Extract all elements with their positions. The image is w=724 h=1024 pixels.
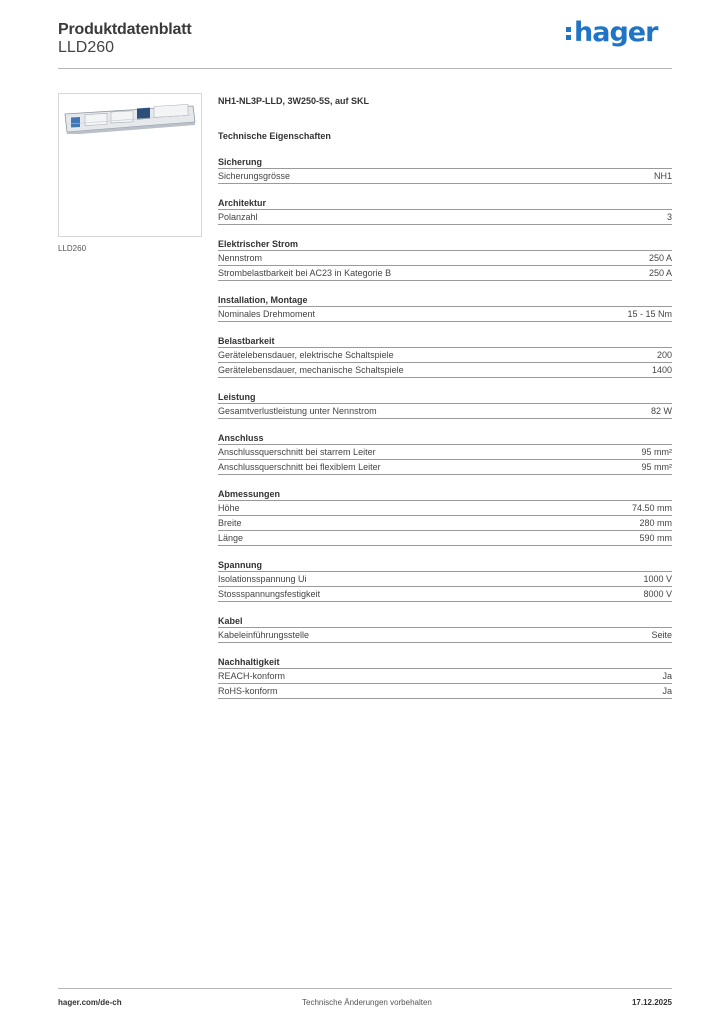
- spec-section: [218, 432, 672, 475]
- spec-label: Gerätelebensdauer, mechanische Schaltspiele: [218, 365, 404, 375]
- footer-date: 17.12.2025: [631, 998, 672, 1007]
- spec-section: [218, 335, 672, 378]
- section-title: Kabel: [218, 615, 672, 628]
- footer-divider: [58, 988, 672, 989]
- hager-logo: [566, 18, 657, 48]
- spec-label: Höhe: [218, 503, 240, 513]
- tech-heading: Technische Eigenschaften: [218, 131, 331, 141]
- spec-row: [218, 501, 672, 516]
- spec-table: [218, 96, 672, 699]
- spec-value: 1400: [651, 365, 672, 375]
- section-title: Architektur: [218, 197, 672, 210]
- spec-label: Strombelastbarkeit bei AC23 in Kategorie B: [218, 268, 392, 278]
- spec-row: [218, 669, 672, 684]
- spec-value: 8000 V: [643, 589, 672, 599]
- spec-row: [218, 445, 672, 460]
- section-title: Installation, Montage: [218, 294, 672, 307]
- spec-value: NH1: [653, 171, 672, 181]
- spec-row: [218, 531, 672, 546]
- image-caption: LLD260: [58, 244, 87, 253]
- product-code: LLD260: [58, 39, 115, 56]
- spec-label: Anschlussquerschnitt bei flexiblem Leiter: [218, 462, 381, 472]
- spec-value: 74.50 mm: [631, 503, 672, 513]
- spec-section: [218, 238, 672, 281]
- spec-value: 590 mm: [639, 533, 672, 543]
- spec-row: [218, 251, 672, 266]
- spec-label: Isolationsspannung Ui: [218, 574, 307, 584]
- spec-row: [218, 307, 672, 322]
- spec-section: [218, 559, 672, 602]
- product-name: NH1-NL3P-LLD, 3W250-5S, auf SKL: [218, 96, 370, 106]
- header-divider: [58, 68, 672, 69]
- spec-label: Sicherungsgrösse: [218, 171, 291, 181]
- logo-colon-icon: [566, 21, 572, 43]
- section-title: Anschluss: [218, 432, 672, 445]
- spec-label: Nennstrom: [218, 253, 263, 263]
- spec-section: [218, 294, 672, 322]
- spec-value: Ja: [662, 671, 672, 681]
- spec-row: [218, 363, 672, 378]
- section-title: Sicherung: [218, 156, 672, 169]
- footer-notice: Technische Änderungen vorbehalten: [302, 998, 432, 1007]
- spec-section: [218, 197, 672, 225]
- spec-row: [218, 572, 672, 587]
- spec-section: [218, 615, 672, 643]
- spec-value: Seite: [651, 630, 672, 640]
- spec-label: REACH-konform: [218, 671, 286, 681]
- product-image: [58, 93, 202, 237]
- spec-value: 95 mm²: [641, 462, 672, 472]
- spec-value: 3: [666, 212, 672, 222]
- spec-value: 280 mm: [639, 518, 672, 528]
- spec-row: [218, 348, 672, 363]
- section-title: Belastbarkeit: [218, 335, 672, 348]
- spec-row: [218, 460, 672, 475]
- section-title: Leistung: [218, 391, 672, 404]
- spec-row: [218, 516, 672, 531]
- spec-value: 1000 V: [643, 574, 672, 584]
- spec-label: Breite: [218, 518, 242, 528]
- spec-section: [218, 656, 672, 699]
- spec-label: Nominales Drehmoment: [218, 309, 316, 319]
- spec-value: 15 - 15 Nm: [627, 309, 672, 319]
- spec-row: [218, 684, 672, 699]
- spec-section: [218, 391, 672, 419]
- spec-label: Kabeleinführungsstelle: [218, 630, 310, 640]
- spec-label: Polanzahl: [218, 212, 258, 222]
- spec-sections: [218, 156, 672, 699]
- spec-value: Ja: [662, 686, 672, 696]
- spec-row: [218, 266, 672, 281]
- spec-label: RoHS-konform: [218, 686, 278, 696]
- spec-label: Stossspannungsfestigkeit: [218, 589, 321, 599]
- spec-section: [218, 488, 672, 546]
- distribution-strip-icon: [63, 104, 197, 134]
- section-title: Abmessungen: [218, 488, 672, 501]
- spec-label: Gesamtverlustleistung unter Nennstrom: [218, 406, 377, 416]
- section-title: Spannung: [218, 559, 672, 572]
- spec-section: [218, 156, 672, 184]
- section-title: Nachhaltigkeit: [218, 656, 672, 669]
- spec-value: 95 mm²: [641, 447, 672, 457]
- logo-text: hager: [574, 17, 658, 48]
- spec-row: [218, 404, 672, 419]
- spec-row: [218, 169, 672, 184]
- page-title: Produktdatenblatt: [58, 21, 192, 38]
- spec-label: Länge: [218, 533, 244, 543]
- spec-value: 250 A: [648, 253, 672, 263]
- spec-row: [218, 628, 672, 643]
- spec-label: Anschlussquerschnitt bei starrem Leiter: [218, 447, 376, 457]
- spec-value: 250 A: [648, 268, 672, 278]
- spec-value: 200: [656, 350, 672, 360]
- spec-label: Gerätelebensdauer, elektrische Schaltspiele: [218, 350, 394, 360]
- section-title: Elektrischer Strom: [218, 238, 672, 251]
- spec-row: [218, 210, 672, 225]
- footer-website: hager.com/de-ch: [58, 998, 122, 1007]
- spec-value: 82 W: [650, 406, 672, 416]
- spec-row: [218, 587, 672, 602]
